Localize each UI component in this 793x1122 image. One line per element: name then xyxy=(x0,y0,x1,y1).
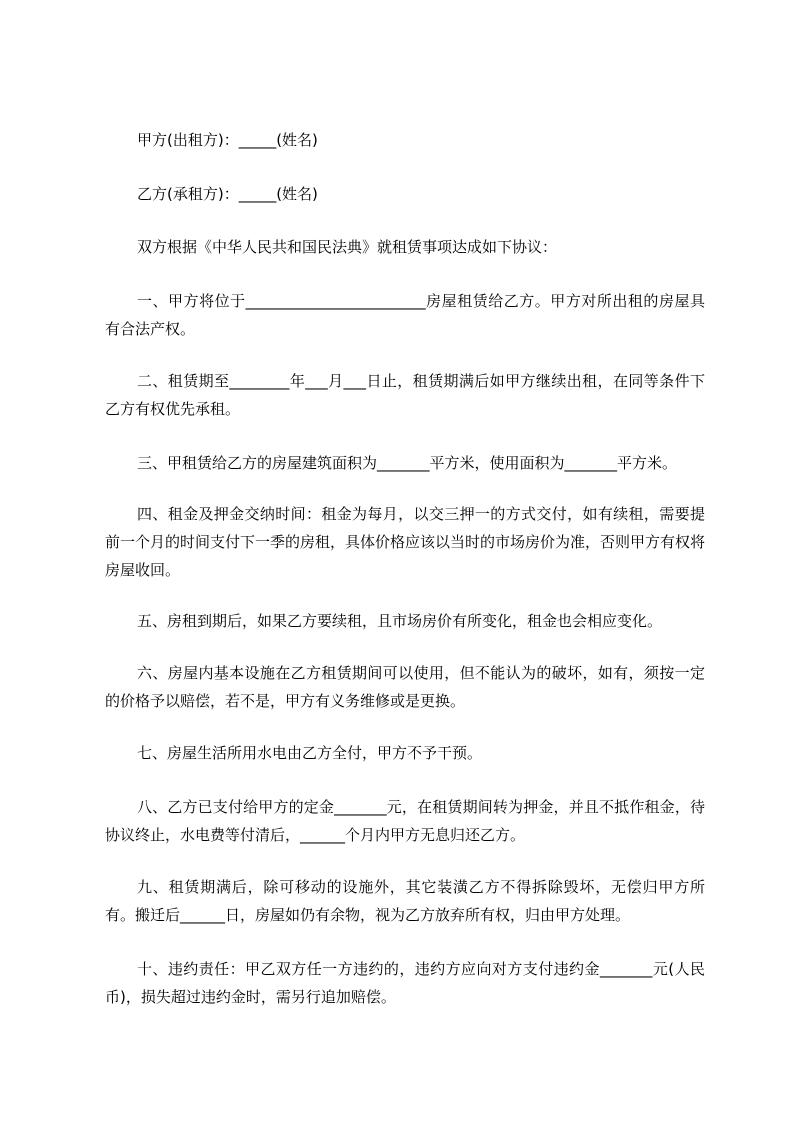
clause-10: 十、违约责任：甲乙双方任一方违约的，违约方应向对方支付违约金_______元(人民币)，损失超过违约金时，需另行追加赔偿。 xyxy=(105,960,705,1006)
preamble: 双方根据《中华人民共和国民法典》就租赁事项达成如下协议： xyxy=(137,238,558,256)
clause-4: 四、租金及押金交纳时间：租金为每月，以交三押一的方式交付，如有续租，需要提前一个月的时间支付下一季的房租，具体价格应该以当时的市场房价为准，否则甲方有权将房屋收回。 xyxy=(105,505,706,579)
clause-6: 六、房屋内基本设施在乙方租赁期间可以使用，但不能认为的破坏，如有，须按一定的价格予以赔偿，若不是，甲方有义务维修或是更换。 xyxy=(105,664,705,710)
clause-8: 八、乙方已支付给甲方的定金_______元，在租赁期间转为押金，并且不抵作租金，待协议终止，水电费等付清后，______个月内甲方无息归还乙方。 xyxy=(105,798,705,844)
clause-7: 七、房屋生活所用水电由乙方全付，甲方不予干预。 xyxy=(137,744,483,762)
clause-5: 五、房租到期后，如果乙方要续租，且市场房价有所变化，租金也会相应变化。 xyxy=(137,612,663,630)
clause-3: 三、甲租赁给乙方的房屋建筑面积为_______平方米，使用面积为_______平方米。 xyxy=(137,454,678,472)
party-b-line: 乙方(承租方)：_____(姓名) xyxy=(137,185,318,203)
clause-1: 一、甲方将位于________________________房屋租赁给乙方。甲方对所出租的房屋具有合法产权。 xyxy=(105,292,705,338)
party-a-line: 甲方(出租方)：_____(姓名) xyxy=(137,131,318,149)
clause-9: 九、租赁期满后，除可移动的设施外，其它装潢乙方不得拆除毁坏，无偿归甲方所有。搬迁后______日，房屋如仍有余物，视为乙方放弃所有权，归由甲方处理。 xyxy=(105,878,705,924)
clause-2: 二、租赁期至________年___月___日止，租赁期满后如甲方继续出租，在同等条件下乙方有权优先承租。 xyxy=(105,372,705,418)
